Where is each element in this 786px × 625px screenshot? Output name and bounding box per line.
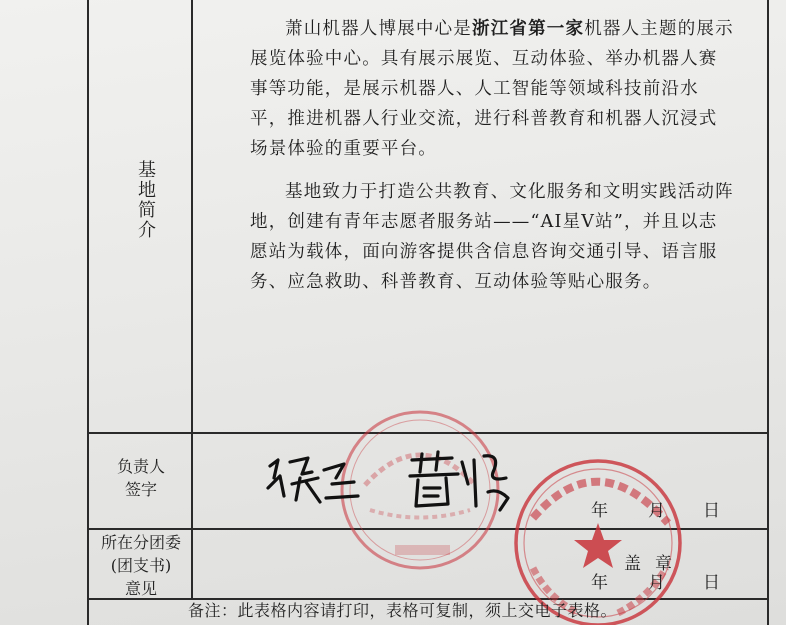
section-label-base-intro: 基地简介: [135, 160, 156, 240]
footer-note: 备注：此表格内容请打印，表格可复制，须上交电子表格。: [188, 601, 618, 620]
seal-date-day: 日: [703, 573, 720, 593]
signer-label: [92, 455, 190, 501]
table-border-middle: [191, 0, 193, 600]
intro-text: [250, 14, 735, 297]
intro-p1-post: 机器人主题的展示展览体验中心。具有展示展览、互动体验、举办机器人赛事等功能，是展示机器人、人工智能等领域科技前沿水平，推进机器人行业交流，进行科普教育和机器人沉浸式场景体验的重要平台。: [250, 19, 734, 159]
table-border-right: [767, 0, 769, 625]
signer-label-line1: 负责人: [116, 457, 165, 476]
committee-label-line1: 所在分团委: [100, 533, 181, 552]
handwritten-signature: [262, 448, 532, 528]
sign-date-month: 月: [648, 501, 665, 521]
intro-paragraph-2: 基地致力于打造公共教育、文化服务和文明实践活动阵地，创建有青年志愿者服务站——“AI星V站”，并且以志愿站为载体，面向游客提供含信息咨询交通引导、语言服务、应急救助、科普教育、互动体验等贴心服务。: [250, 182, 734, 292]
intro-paragraph-1: [250, 14, 735, 164]
sign-date-year: 年: [591, 501, 608, 521]
committee-label-line2: (团支书): [110, 556, 172, 575]
intro-p1-bold: 浙江省第一家: [472, 19, 585, 39]
table-border-left: [87, 0, 89, 625]
committee-label: [92, 531, 190, 600]
intro-p1-pre: 萧山机器人博展中心是: [285, 19, 472, 39]
signer-label-line2: 签字: [124, 480, 157, 499]
seal-date-month: 月: [648, 573, 665, 593]
committee-label-line3: 意见: [124, 579, 157, 598]
seal-label: 盖章: [624, 554, 686, 574]
sign-date-day: 日: [703, 501, 720, 521]
seal-date-year: 年: [591, 573, 608, 593]
